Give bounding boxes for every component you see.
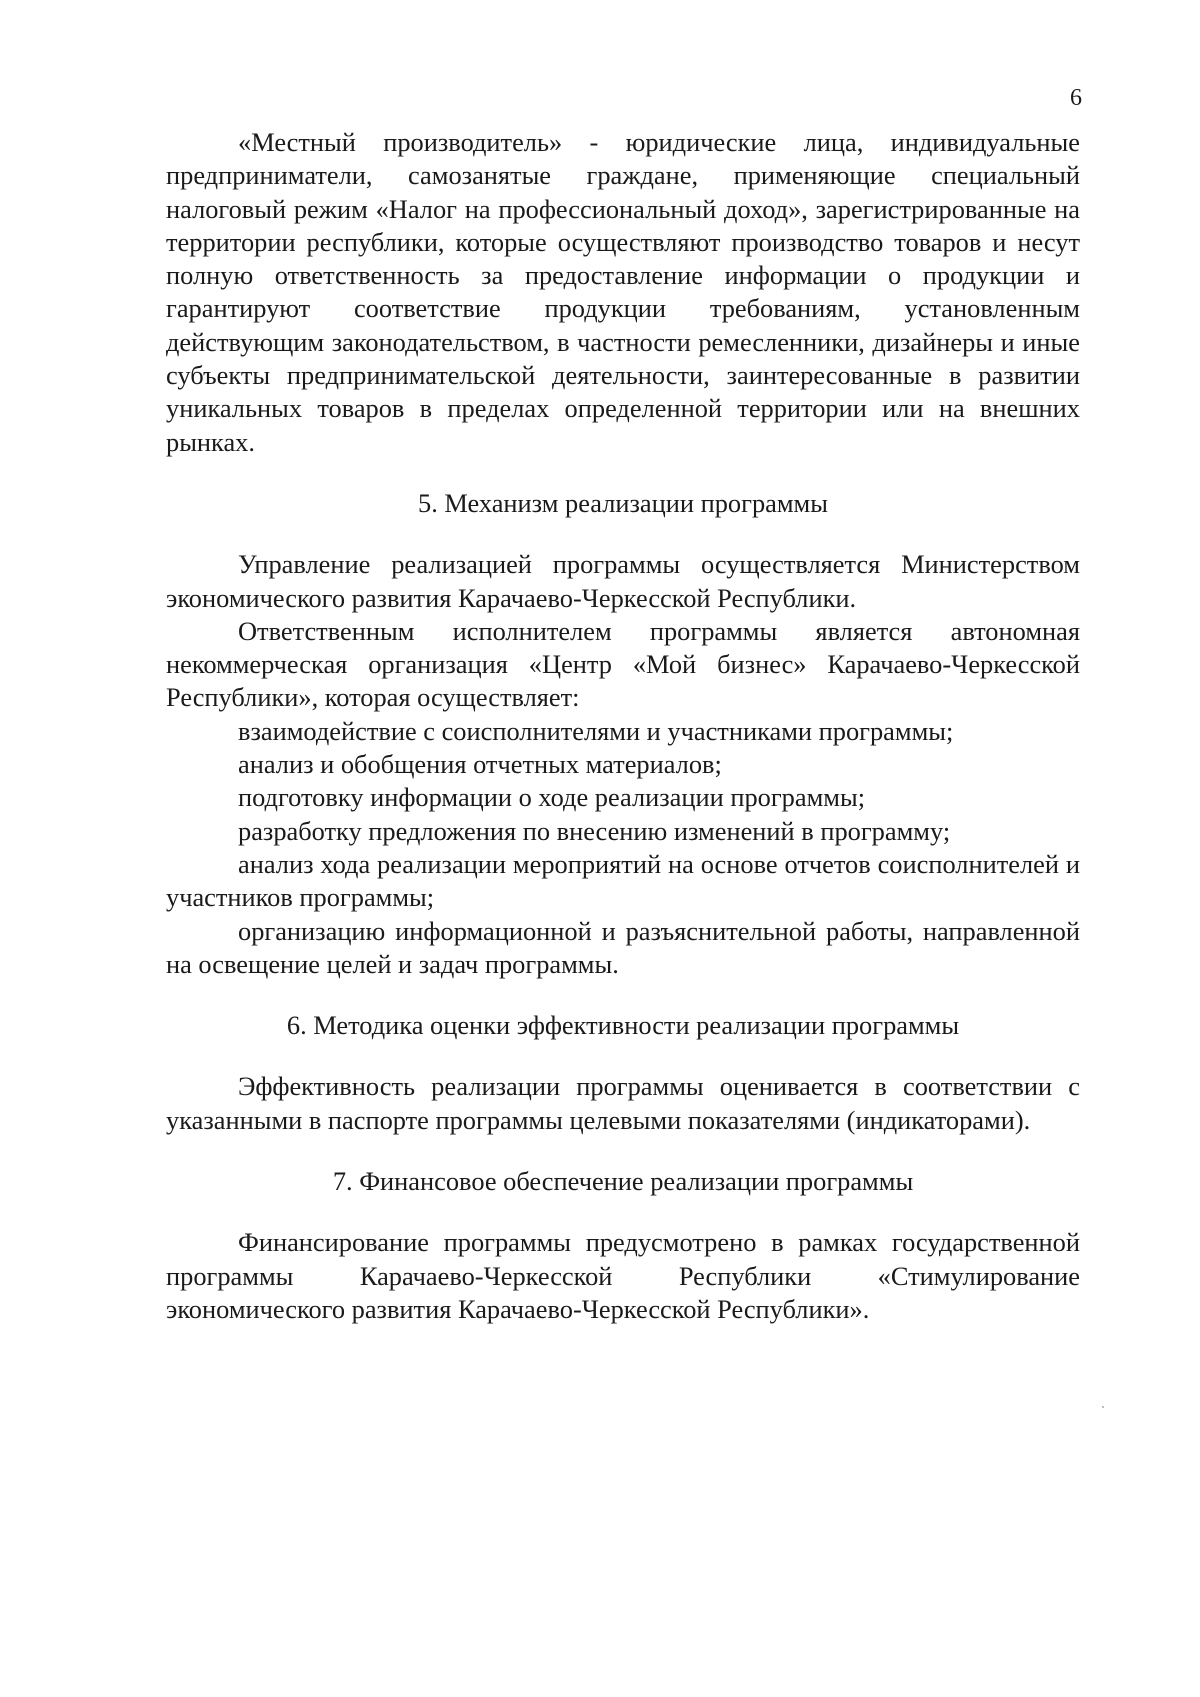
section-5-paragraph-executor: Ответственным исполнителем программы является автономная некоммерческая организация «Центр «Мой бизнес» Карачаево-Черкесской Республики», которая осуществляет: [166,615,1080,713]
list-item: анализ и обобщения отчетных материалов; [238,749,722,780]
list-item: разработку предложения по внесению изменений в программу; [238,815,951,846]
list-item: взаимодействие с соисполнителями и участниками программы; [238,715,954,746]
section-5-heading: 5. Механизм реализации программы [418,487,828,518]
page-number: 6 [1070,85,1082,111]
section-7-paragraph: Финансирование программы предусмотрено в рамках государственной программы Карачаево-Черкесской Республики «Стимулирование экономического развития Карачаево-Черкесской Республики». [166,1227,1080,1324]
document-body [166,126,1080,1326]
section-5-duties-list [166,715,1080,981]
list-item: подготовку информации о ходе реализации программы; [238,782,866,813]
section-6-paragraph: Эффективность реализации программы оценивается в соответствии с указанными в паспорте программы целевыми показателями (индикаторами). [166,1071,1080,1135]
scan-speck [1102,1406,1104,1408]
section-7-heading: 7. Финансовое обеспечение реализации программы [332,1166,914,1197]
list-item: организацию информационной и разъяснительной работы, направленной на освещение целей и задач программы. [166,915,1080,979]
local-producer-definition: «Местный производитель» - юридические лица, индивидуальные предприниматели, самозанятые граждане, применяющие специальный налоговый режим «Налог на профессиональный доход», зарегистрированные на территории республики, которые осуществляют производство товаров и несут полную ответственность за предоставление информации о продукции и гарантируют соответствие продукции требованиям, установленным действующим законодательством, в частности ремесленники, дизайнеры и иные субъекты предпринимательской деятельности, заинтересованные в развитии уникальных товаров в пределах определенной территории или на внешних рынках. [166,127,1080,457]
section-5-paragraph-management: Управление реализацией программы осуществляется Министерством экономического развития Карачаево-Черкесской Республики. [166,549,1080,613]
list-item: анализ хода реализации мероприятий на основе отчетов соисполнителей и участников программы; [166,848,1080,913]
section-6-heading: 6. Методика оценки эффективности реализации программы [286,1010,960,1041]
